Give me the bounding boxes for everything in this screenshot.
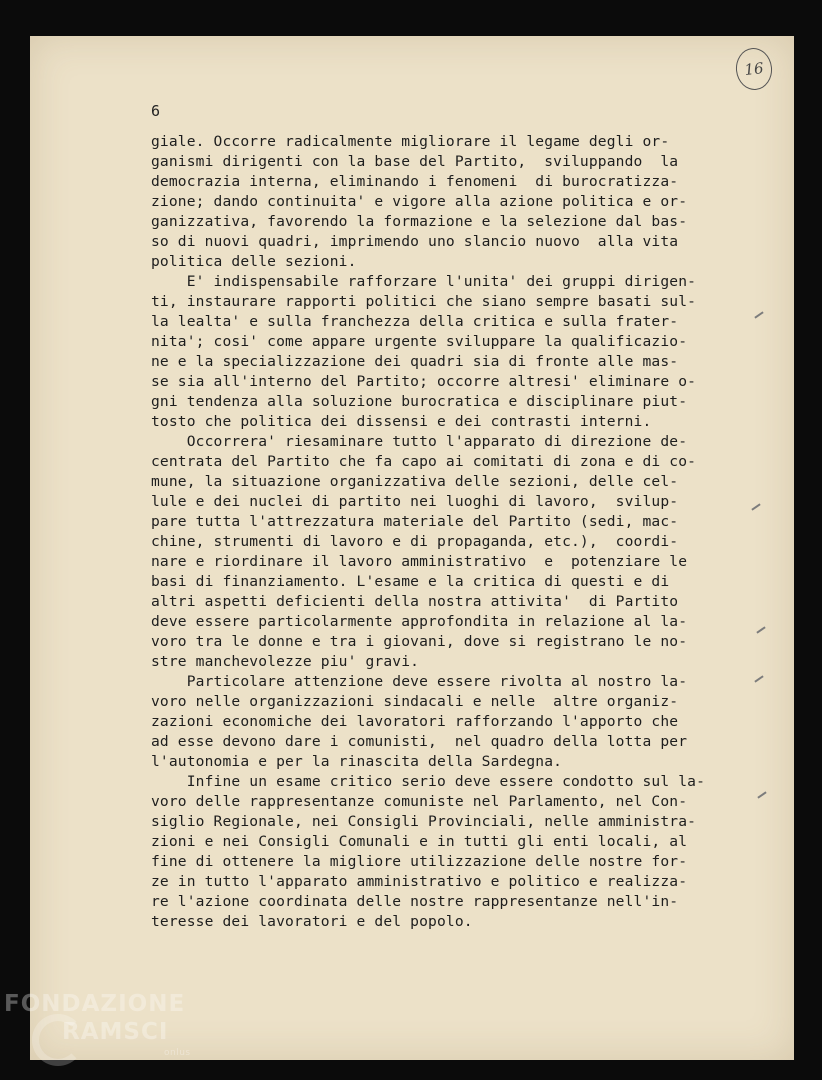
- margin-mark: [754, 311, 763, 318]
- text-line: giale. Occorre radicalmente migliorare il legame degli or-: [151, 133, 670, 150]
- text-line: lule e dei nuclei di partito nei luoghi di lavoro, svilup-: [151, 493, 679, 510]
- text-line: ad esse devono dare i comunisti, nel quadro della lotta per: [151, 733, 688, 750]
- page-number: 6: [151, 102, 161, 120]
- text-line: ti, instaurare rapporti politici che siano sempre basati sul-: [151, 293, 697, 310]
- text-line: Occorrera' riesaminare tutto l'apparato di direzione de-: [151, 433, 688, 450]
- text-line: basi di finanziamento. L'esame e la critica di questi e di: [151, 573, 670, 590]
- text-line: ze in tutto l'apparato amministrativo e politico e realizza-: [151, 873, 688, 890]
- text-line: re l'azione coordinata delle nostre rappresentanze nell'in-: [151, 893, 679, 910]
- text-line: gni tendenza alla soluzione burocratica e disciplinare piut-: [151, 393, 688, 410]
- text-line: ne e la specializzazione dei quadri sia di fronte alle mas-: [151, 353, 679, 370]
- text-line: so di nuovi quadri, imprimendo uno slancio nuovo alla vita: [151, 233, 679, 250]
- text-line: voro delle rappresentanze comuniste nel Parlamento, nel Con-: [151, 793, 688, 810]
- text-line: siglio Regionale, nei Consigli Provinciali, nelle amministra-: [151, 813, 697, 830]
- document-page: [30, 36, 794, 1060]
- text-line: democrazia interna, eliminando i fenomeni di burocratizza-: [151, 173, 679, 190]
- text-line: nita'; cosi' come appare urgente sviluppare la qualificazio-: [151, 333, 688, 350]
- text-line: ganizzativa, favorendo la formazione e la selezione dal bas-: [151, 213, 688, 230]
- text-line: Particolare attenzione deve essere rivolta al nostro la-: [151, 673, 688, 690]
- text-line: voro nelle organizzazioni sindacali e nelle altre organiz-: [151, 693, 679, 710]
- text-line: zione; dando continuita' e vigore alla azione politica e or-: [151, 193, 688, 210]
- text-line: se sia all'interno del Partito; occorre altresi' eliminare o-: [151, 373, 697, 390]
- text-line: voro tra le donne e tra i giovani, dove si registrano le no-: [151, 633, 688, 650]
- text-line: politica delle sezioni.: [151, 253, 357, 270]
- archive-number-stamp: 16: [734, 46, 774, 92]
- text-line: deve essere particolarmente approfondita in relazione al la-: [151, 613, 688, 630]
- text-line: E' indispensabile rafforzare l'unita' dei gruppi dirigen-: [151, 273, 697, 290]
- text-line: l'autonomia e per la rinascita della Sardegna.: [151, 753, 563, 770]
- text-line: zazioni economiche dei lavoratori rafforzando l'apporto che: [151, 713, 679, 730]
- text-line: zioni e nei Consigli Comunali e in tutti gli enti locali, al: [151, 833, 688, 850]
- text-line: centrata del Partito che fa capo ai comitati di zona e di co-: [151, 453, 697, 470]
- text-line: chine, strumenti di lavoro e di propaganda, etc.), coordi-: [151, 533, 679, 550]
- watermark-line1: FONDAZIONE: [4, 991, 186, 1017]
- watermark-subtitle: onlus: [164, 1048, 191, 1058]
- text-line: nare e riordinare il lavoro amministrativo e potenziare le: [151, 553, 688, 570]
- watermark-line2: RAMSCI: [62, 1019, 169, 1045]
- margin-mark: [756, 626, 765, 633]
- text-line: stre manchevolezze piu' gravi.: [151, 653, 420, 670]
- margin-mark: [754, 675, 763, 682]
- text-line: Infine un esame critico serio deve essere condotto sul la-: [151, 773, 706, 790]
- margin-mark: [751, 503, 760, 510]
- text-line: teresse dei lavoratori e del popolo.: [151, 913, 473, 930]
- text-line: mune, la situazione organizzativa delle sezioni, delle cel-: [151, 473, 679, 490]
- text-line: altri aspetti deficienti della nostra attivita' di Partito: [151, 593, 679, 610]
- text-line: pare tutta l'attrezzatura materiale del Partito (sedi, mac-: [151, 513, 679, 530]
- text-line: fine di ottenere la migliore utilizzazione delle nostre for-: [151, 853, 688, 870]
- text-line: ganismi dirigenti con la base del Partito, sviluppando la: [151, 153, 679, 170]
- margin-mark: [757, 791, 766, 798]
- text-line: la lealta' e sulla franchezza della critica e sulla frater-: [151, 313, 679, 330]
- document-body: [151, 132, 736, 932]
- text-line: tosto che politica dei dissensi e dei contrasti interni.: [151, 413, 652, 430]
